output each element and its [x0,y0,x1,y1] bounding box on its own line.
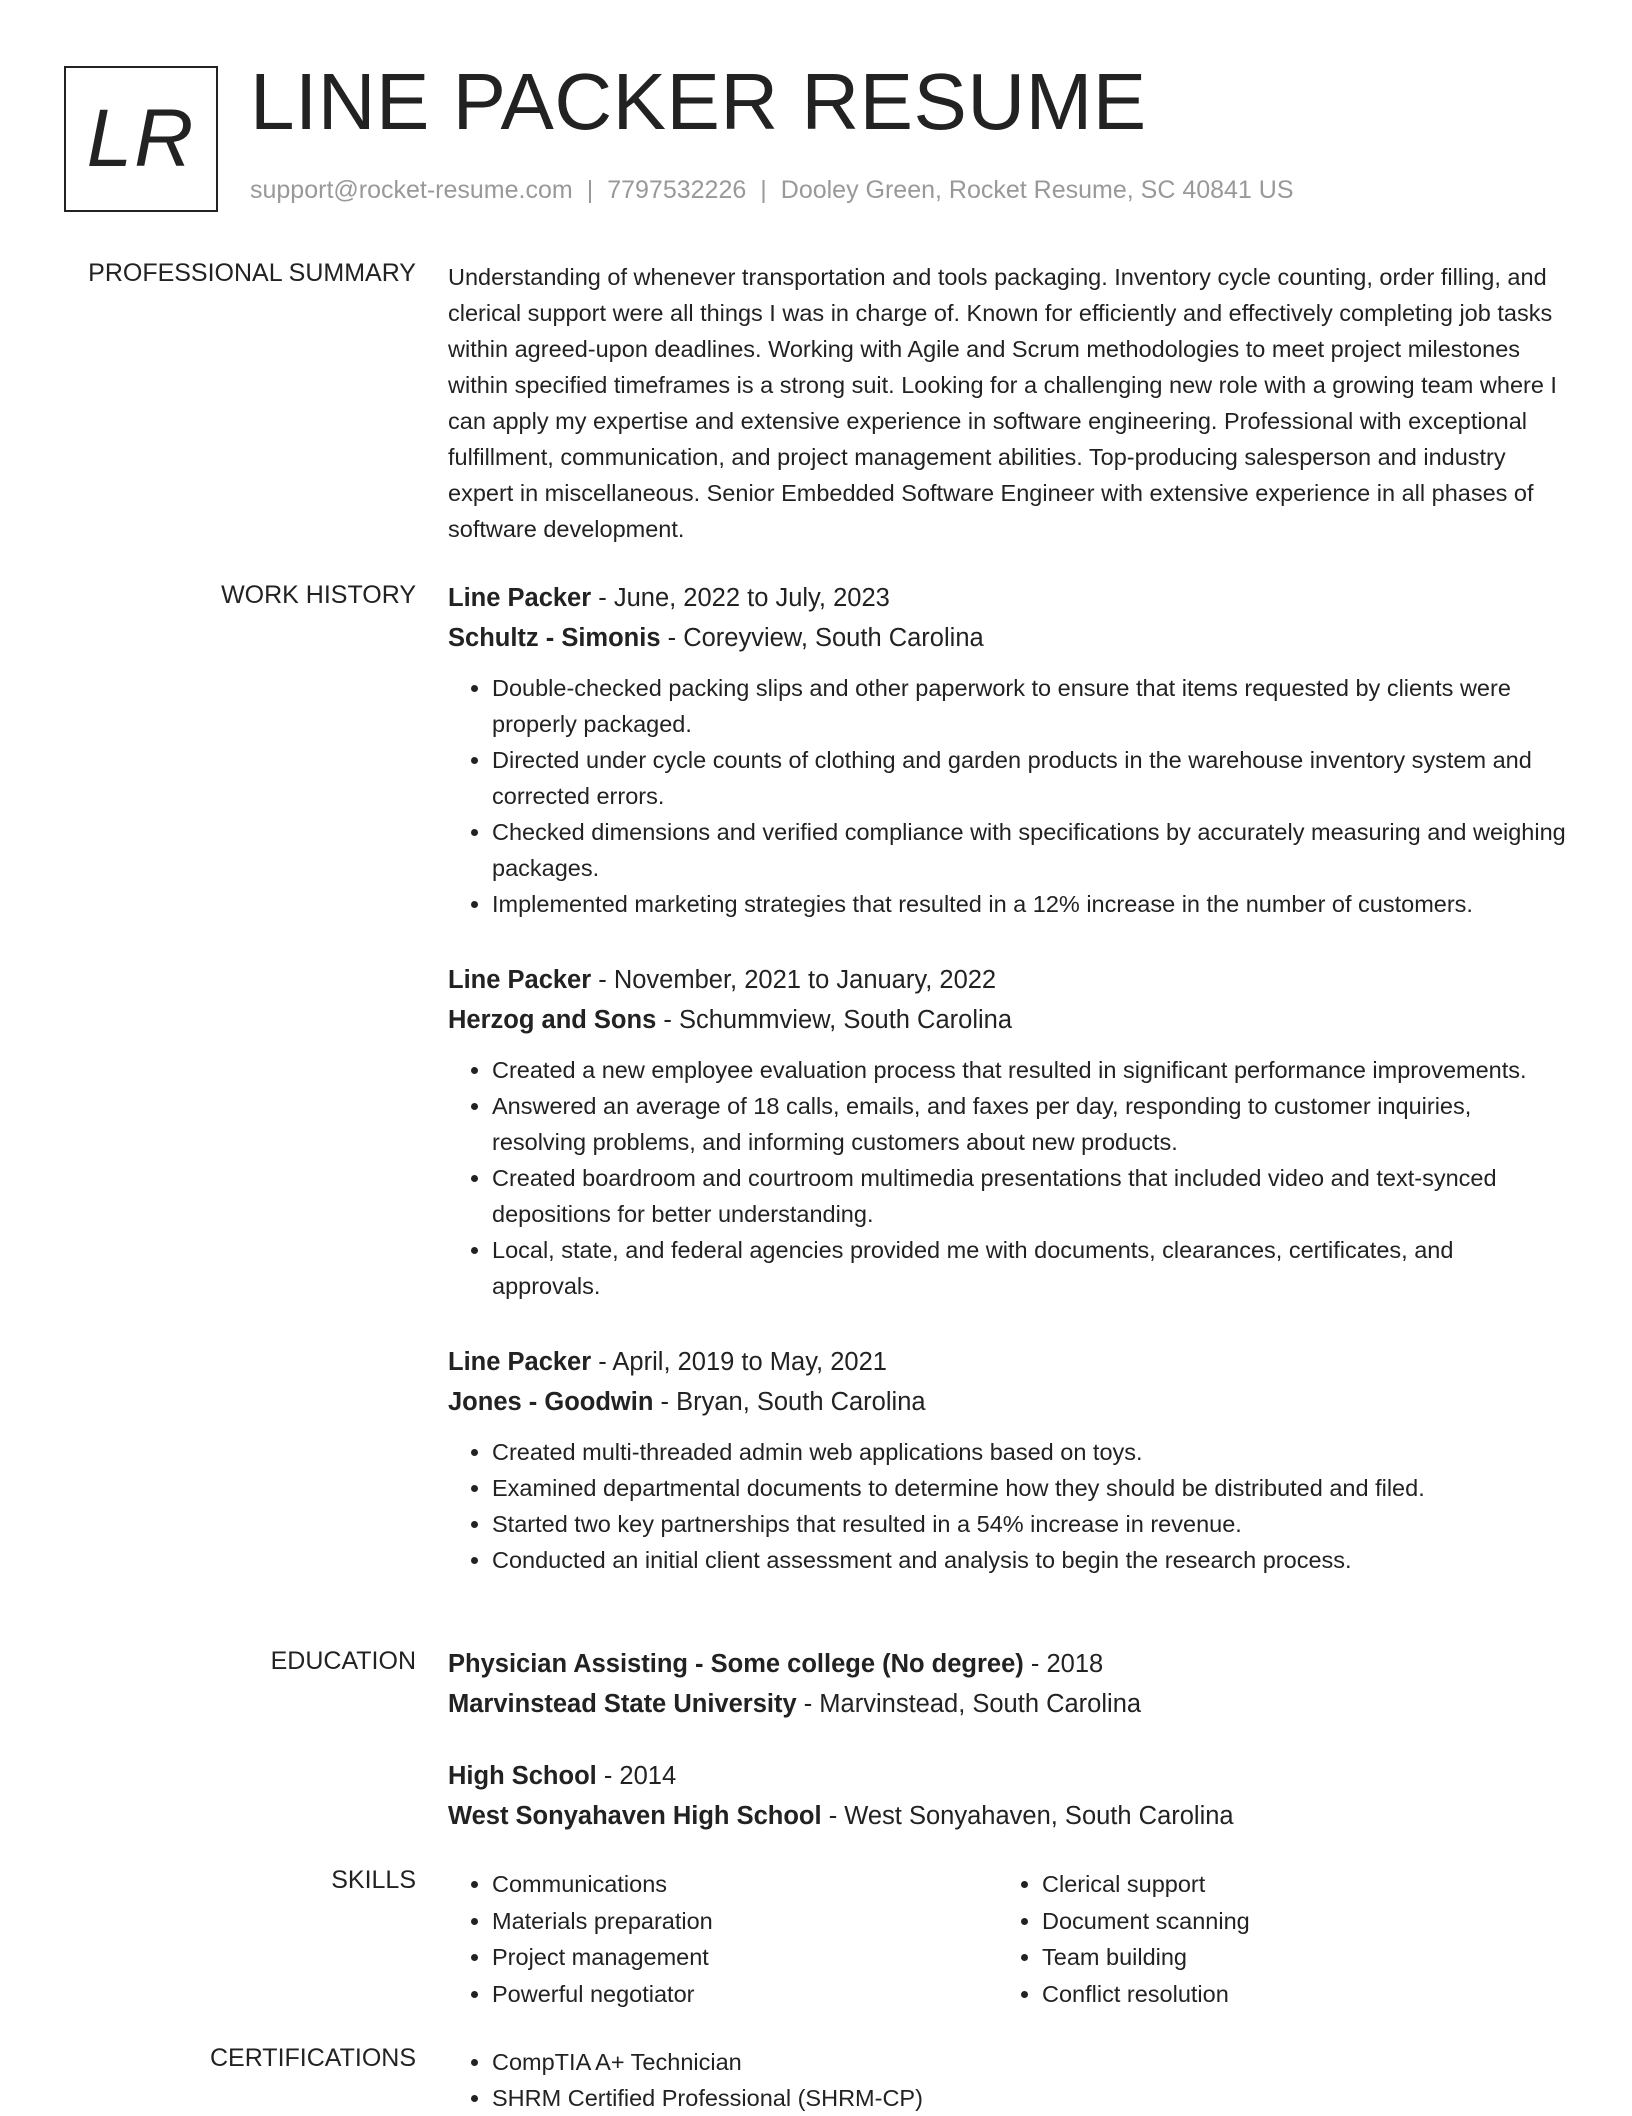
certification-item: • SHRM Certified Professional (SHRM-CP) [492,2080,1568,2116]
certification-item: • CompTIA A+ Technician [492,2044,1568,2080]
job-location: - Bryan, South Carolina [653,1388,926,1416]
skill-item: • Powerful negotiator [492,1976,998,2013]
contact-separator: | [760,176,767,204]
section-label-skills: SKILLS [331,1866,416,1894]
education-degree-line [448,1644,1568,1684]
education-year: - 2018 [1023,1650,1104,1678]
job-title-line [448,960,1568,1000]
job-location: - Coreyview, South Carolina [660,624,984,652]
skill-item: • Document scanning [1042,1903,1562,1940]
job-bullets [448,1434,1568,1578]
job-entry [448,578,1568,922]
job-title-line [448,1342,1568,1382]
job-title: Line Packer [448,584,592,612]
job-company-line [448,1000,1568,1040]
contact-line [250,176,1294,205]
skill-item: • Communications [492,1866,998,1903]
job-bullet: • Started two key partnerships that resulted in a 54% increase in revenue. [492,1506,1568,1542]
job-company: Herzog and Sons [448,1006,657,1034]
education-location: - Marvinstead, South Carolina [796,1690,1142,1718]
skill-item: • Project management [492,1939,998,1976]
job-bullet: • Local, state, and federal agencies provided me with documents, clearances, certificates, and approvals. [492,1232,1568,1304]
education-section [448,1644,1568,1868]
section-label-certifications: CERTIFICATIONS [209,2044,416,2072]
job-company-line [448,618,1568,658]
work-history-section [448,578,1568,1616]
job-bullet: • Checked dimensions and verified compliance with specifications by accurately measuring and weighing packages. [492,814,1568,886]
job-company: Jones - Goodwin [448,1388,654,1416]
job-entry [448,1342,1568,1578]
section-label-education: EDUCATION [270,1647,416,1675]
skill-item: • Team building [1042,1939,1562,1976]
section-label-summary: PROFESSIONAL SUMMARY [88,259,416,287]
skills-grid [448,1866,1568,2012]
education-school-line [448,1684,1568,1724]
skills-section [448,1866,1568,2012]
summary-text: Understanding of whenever transportation and tools packaging. Inventory cycle counting, order filling, and clerical support were all things I was in charge of. Known for efficiently and effectively completing job tasks within agreed-upon deadlines. Working with Agile and Scrum methodologies to meet project milestones within specified timeframes is a strong suit. Looking for a challenging new role with a growing team where I can apply my expertise and extensive experience in software engineering. Professional with exceptional fulfillment, communication, and project management abilities. Top-producing salesperson and industry expert in miscellaneous. Senior Embedded Software Engineer with extensive experience in all phases of software development. [448,264,1557,542]
job-company-line [448,1382,1568,1422]
education-degree: Physician Assisting - Some college (No degree) [448,1650,1024,1678]
job-location: - Schummview, South Carolina [656,1006,1013,1034]
job-dates: - April, 2019 to May, 2021 [591,1348,887,1376]
education-entry [448,1756,1568,1836]
job-bullet: • Directed under cycle counts of clothing and garden products in the warehouse inventory system and corrected errors. [492,742,1568,814]
job-bullets [448,1052,1568,1304]
section-label-work-history: WORK HISTORY [221,581,416,609]
job-bullets [448,670,1568,922]
job-company: Schultz - Simonis [448,624,661,652]
education-year: - 2014 [596,1762,677,1790]
monogram-logo: LR [64,66,218,212]
education-degree-line [448,1756,1568,1796]
job-dates: - November, 2021 to January, 2022 [591,966,997,994]
job-dates: - June, 2022 to July, 2023 [591,584,890,612]
education-entry [448,1644,1568,1724]
resume-title: LINE PACKER RESUME [250,57,1147,146]
job-title: Line Packer [448,1348,592,1376]
skills-list-left [448,1866,998,2012]
summary-section [448,259,1568,547]
contact-phone: 7797532226 [607,176,747,204]
job-bullet: • Double-checked packing slips and other paperwork to ensure that items requested by clients were properly packaged. [492,670,1568,742]
skill-item: • Clerical support [1042,1866,1562,1903]
education-school: West Sonyahaven High School [448,1802,822,1830]
education-location: - West Sonyahaven, South Carolina [821,1802,1234,1830]
education-degree: High School [448,1762,597,1790]
job-bullet: • Answered an average of 18 calls, emails, and faxes per day, responding to customer inquiries, resolving problems, and informing customers about new products. [492,1088,1568,1160]
job-entry [448,960,1568,1304]
skills-list-right [998,1866,1562,2012]
job-title-line [448,578,1568,618]
job-bullet: • Created a new employee evaluation process that resulted in significant performance improvements. [492,1052,1568,1088]
certifications-section [448,2044,1568,2116]
contact-separator: | [586,176,594,204]
job-bullet: • Examined departmental documents to determine how they should be distributed and filed. [492,1470,1568,1506]
job-bullet: • Created boardroom and courtroom multimedia presentations that included video and text-synced depositions for better understanding. [492,1160,1568,1232]
education-school: Marvinstead State University [448,1690,797,1718]
contact-email: support@rocket-resume.com [250,176,573,204]
job-bullet: • Created multi-threaded admin web applications based on toys. [492,1434,1568,1470]
job-title: Line Packer [448,966,592,994]
education-school-line [448,1796,1568,1836]
certifications-list [448,2044,1568,2116]
skill-item: • Conflict resolution [1042,1976,1562,2013]
job-bullet: • Conducted an initial client assessment and analysis to begin the research process. [492,1542,1568,1578]
contact-address: Dooley Green, Rocket Resume, SC 40841 US [780,176,1294,204]
skill-item: • Materials preparation [492,1903,998,1940]
job-bullet: • Implemented marketing strategies that resulted in a 12% increase in the number of customers. [492,886,1568,922]
